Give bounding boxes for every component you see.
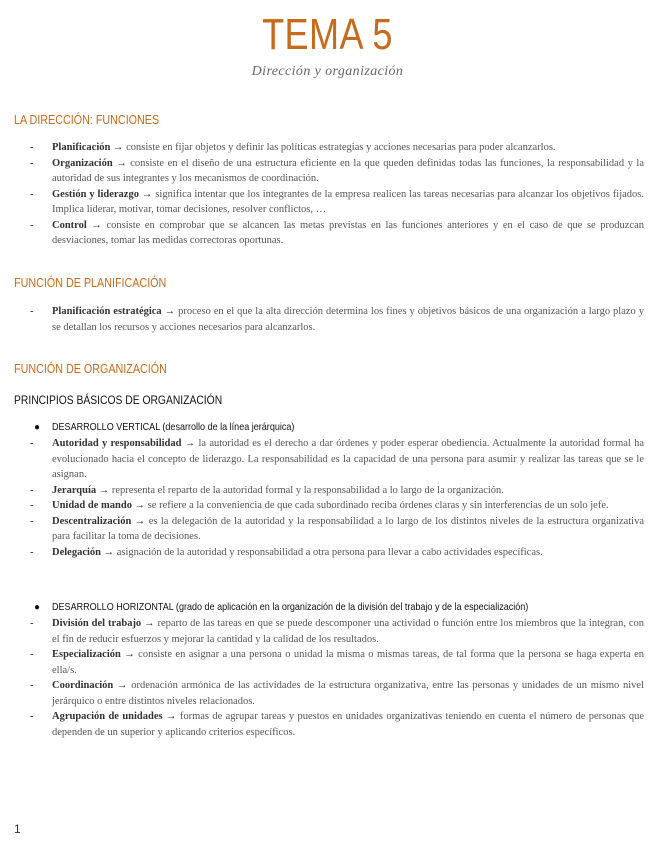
list-dash: -	[30, 142, 34, 153]
item-text: proceso en el que la alta dirección determina los fines y objetivos básicos de una organización a largo plazo y se detallan los recursos y acciones necesarios para alcanzarlos.	[52, 306, 644, 333]
list-dash: -	[30, 219, 34, 231]
horizontal-list	[30, 616, 644, 740]
list-item	[30, 483, 644, 499]
list-dash: -	[30, 306, 34, 317]
list-item	[30, 187, 644, 218]
list-item	[30, 709, 644, 740]
bullet-icon: ●	[34, 422, 41, 433]
arrow-icon: →	[184, 438, 196, 449]
item-text: representa el reparto de la autoridad formal y la responsabilidad a lo largo de la organización.	[109, 484, 504, 496]
list-dash: -	[30, 484, 34, 496]
list-dash: -	[30, 649, 34, 660]
list-item	[30, 498, 644, 514]
item-text: asignación de la autoridad y responsabilidad a otra persona para llevar a cabo actividades específicas.	[114, 546, 543, 558]
list-item	[30, 545, 644, 561]
term-label: Delegación	[52, 546, 101, 558]
list-item	[30, 678, 644, 709]
page-number: 1	[14, 822, 21, 836]
term-label: Organización	[52, 157, 113, 169]
arrow-icon: →	[116, 157, 127, 169]
list-item	[30, 218, 644, 249]
list-dash: -	[30, 680, 34, 691]
item-text: la autoridad es el derecho a dar órdenes y poder esperar obediencia. Actualmente la autoridad formal ha evolucionado hacia el concepto de liderazgo. La responsabilidad es la capacidad de una persona para asumir y realizar las tareas que se le asignan.	[52, 438, 644, 480]
list-dash: -	[30, 515, 34, 527]
item-text: significa intentar que los integrantes de la empresa realicen las tareas necesarias para alcanzar los objetivos fijados. Implica liderar, motivar, tomar decisiones, resolver conflictos, …	[52, 188, 644, 215]
item-text: ordenación armónica de las actividades de la estructura organizativa, entre las personas y unidades de un mismo nivel jerárquico o entre distintos niveles relacionados.	[52, 680, 644, 707]
term-label: Agrupación de unidades	[52, 711, 163, 722]
term-label: Especialización	[52, 649, 121, 660]
arrow-icon: →	[164, 306, 176, 317]
list-dash: -	[30, 711, 34, 722]
list-item	[30, 436, 644, 483]
bullet-desarrollo-horizontal	[34, 601, 644, 613]
list-dash: -	[30, 546, 34, 558]
term-label: División del trabajo	[52, 618, 142, 629]
section-heading-organizacion: FUNCIÓN DE ORGANIZACIÓN	[14, 362, 167, 376]
arrow-icon: →	[116, 680, 128, 691]
item-text: consiste en fijar objetos y definir las políticas estrategias y acciones necesarias para poder alcanzarlos.	[123, 142, 556, 153]
funciones-list	[30, 140, 644, 249]
bullet-desarrollo-vertical	[34, 421, 644, 433]
item-text: consiste en comprobar que se alcancen las metas previstas en las funciones anteriores y en el caso de que se produzcan desviaciones, tomar las medidas correctoras oportunas.	[52, 219, 644, 246]
list-item	[30, 156, 644, 187]
arrow-icon: →	[144, 618, 155, 629]
arrow-icon: →	[124, 649, 135, 660]
list-item	[30, 616, 644, 647]
term-label: Planificación	[52, 142, 111, 153]
item-text: reparto de las tareas en que se puede descomponer una actividad o función entre los miembros que la integran, con el fin de reducir esfuerzos y mejorar la cantidad y la calidad de los resultados.	[52, 618, 644, 645]
term-label: Unidad de mando	[52, 500, 132, 511]
bullet-icon: ●	[34, 602, 41, 613]
item-text: formas de agrupar tareas y puestos en unidades organizativas teniendo en cuenta el número de personas que dependen de un superior y aplicando criterios específicos.	[52, 711, 644, 738]
list-dash: -	[30, 500, 34, 511]
planificacion-list	[30, 304, 644, 335]
section-heading-planificacion: FUNCIÓN DE PLANIFICACIÓN	[14, 276, 167, 290]
term-label: Control	[52, 219, 87, 231]
list-item	[30, 514, 644, 545]
item-text: consiste en el diseño de una estructura eficiente en la que queden definidas todas las funciones, la responsabilidad y la autoridad de sus integrantes y los mecanismos de coordinación.	[52, 157, 644, 184]
list-item	[30, 647, 644, 678]
list-item	[30, 304, 644, 335]
bullet-label: DESARROLLO VERTICAL (desarrollo de la línea jerárquica)	[52, 421, 295, 433]
term-label: Autoridad y responsabilidad	[52, 438, 182, 449]
list-dash: -	[30, 157, 34, 169]
document-subtitle: Dirección y organización	[251, 64, 404, 79]
arrow-icon: →	[98, 484, 110, 496]
term-label: Planificación estratégica	[52, 306, 162, 317]
bullet-label: DESARROLLO HORIZONTAL (grado de aplicación en la organización de la división del trabajo y de la especialización)	[52, 601, 529, 613]
list-dash: -	[30, 188, 34, 200]
list-item	[30, 140, 644, 156]
list-dash: -	[30, 618, 34, 629]
term-label: Jerarquía	[52, 484, 97, 496]
arrow-icon: →	[165, 711, 177, 722]
section-heading-funciones: LA DIRECCIÓN: FUNCIONES	[14, 113, 160, 127]
arrow-icon: →	[103, 546, 115, 558]
arrow-icon: →	[91, 219, 102, 231]
item-text: es la delegación de la autoridad y la responsabilidad a lo largo de los distintos niveles de la estructura organizativa para facilitar la toma de decisiones.	[52, 515, 645, 542]
document-title: TEMA 5	[262, 10, 393, 59]
term-label: Descentralización	[52, 515, 132, 527]
arrow-icon: →	[141, 188, 153, 200]
subheading-principios: PRINCIPIOS BÁSICOS DE ORGANIZACIÓN	[14, 393, 223, 407]
arrow-icon: →	[134, 515, 146, 527]
arrow-icon: →	[134, 500, 146, 511]
vertical-list	[30, 436, 644, 560]
item-text: consiste en asignar a una persona o unidad la misma o mismas tareas, de tal forma que la persona se haga experta en ella/s.	[52, 649, 644, 676]
arrow-icon: →	[112, 142, 124, 153]
list-dash: -	[30, 438, 34, 449]
item-text: se refiere a la conveniencia de que cada subordinado reciba órdenes claras y sin interferencias de un solo jefe.	[145, 500, 609, 511]
term-label: Gestión y liderazgo	[52, 188, 139, 200]
term-label: Coordinación	[52, 680, 114, 691]
